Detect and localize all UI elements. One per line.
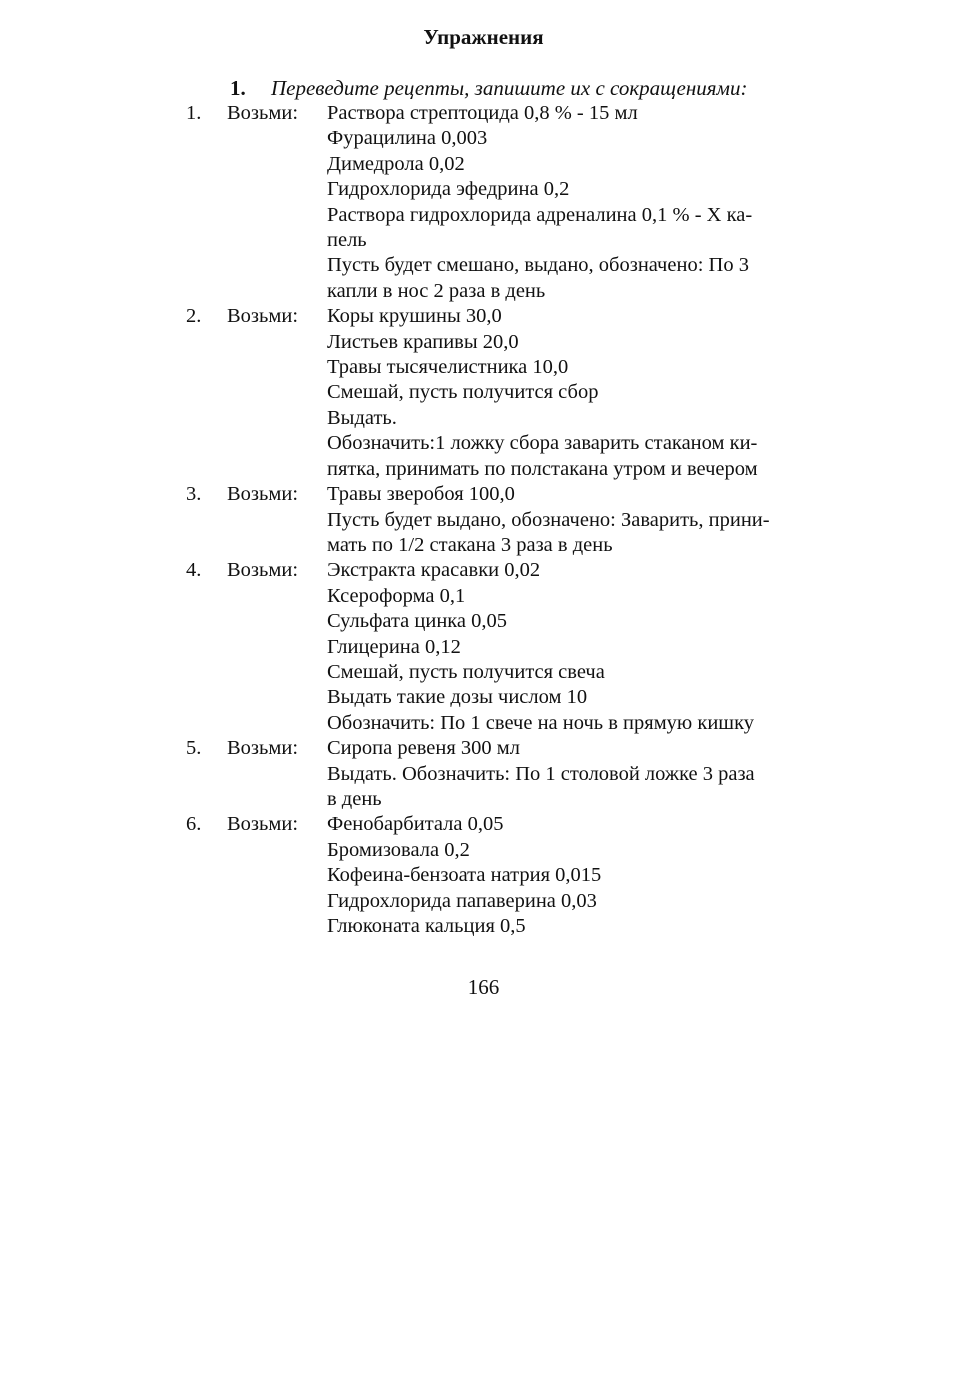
recipe-number: 5.: [186, 737, 202, 760]
recipe-list: [0, 101, 967, 939]
recipe-item: [0, 812, 967, 939]
recipe-line: мать по 1/2 стакана 3 раза в день: [327, 533, 613, 556]
recipe-line: Раствора гидрохлорида адреналина 0,1 % - X ка-: [327, 203, 753, 226]
recipe-item: [0, 736, 967, 812]
recipe-line: Гидрохлорида эфедрина 0,2: [327, 178, 570, 201]
recipe-line: Глюконата кальция 0,5: [327, 915, 526, 937]
recipe-line: Выдать такие дозы числом 10: [327, 686, 588, 709]
recipe-line: в день: [327, 787, 382, 810]
recipe-line: Сульфата цинка 0,05: [327, 610, 508, 633]
recipe-line: Листьев крапивы 20,0: [327, 330, 519, 353]
recipe-line: Бромизовала 0,2: [327, 838, 470, 861]
exercise-number: 1.: [230, 76, 246, 100]
recipe-line: Смешай, пусть получится сбор: [327, 381, 599, 404]
recipe-line: Пусть будет смешано, выдано, обозначено: По 3: [327, 254, 749, 277]
recipe-line: Выдать.: [327, 406, 397, 429]
recipe-number: 3.: [186, 483, 202, 506]
recipe-line: Раствора стрептоцида 0,8 % - 15 мл: [327, 102, 638, 124]
recipe-lines: [327, 482, 780, 558]
recipe-line: капли в нос 2 раза в день: [327, 279, 546, 302]
recipe-item: [0, 101, 967, 304]
recipe-line: Ксероформа 0,1: [327, 584, 466, 607]
recipe-line: Травы зверобоя 100,0: [327, 483, 515, 506]
recipe-line: Фурацилина 0,003: [327, 127, 488, 150]
recipe-lines: [327, 101, 780, 304]
recipe-take-label: Возьми:: [227, 102, 299, 124]
recipe-take-label: Возьми:: [227, 559, 299, 582]
recipe-line: Димедрола 0,02: [327, 152, 465, 175]
recipe-number: 6.: [186, 813, 202, 836]
recipe-take-label: Возьми:: [227, 305, 299, 328]
recipe-line: Кофеина-бензоата натрия 0,015: [327, 864, 602, 887]
recipe-line: Обозначить:1 ложку сбора заварить стаканом ки-: [327, 432, 758, 455]
recipe-line: Пусть будет выдано, обозначено: Заварить, прини-: [327, 508, 770, 531]
exercise-instruction: [230, 76, 747, 101]
recipe-lines: [327, 558, 780, 736]
recipe-take-label: Возьми:: [227, 737, 299, 760]
recipe-line: Экстракта красавки 0,02: [327, 559, 541, 582]
recipe-take-label: Возьми:: [227, 483, 299, 506]
recipe-line: пель: [327, 229, 367, 252]
recipe-line: Коры крушины 30,0: [327, 305, 502, 328]
exercise-text: Переведите рецепты, запишите их с сокращениями:: [271, 76, 748, 100]
recipe-item: [0, 304, 967, 482]
recipe-line: Смешай, пусть получится свеча: [327, 660, 605, 683]
recipe-number: 1.: [186, 102, 202, 124]
recipe-line: Глицерина 0,12: [327, 635, 461, 658]
page-number: 166: [467, 975, 500, 999]
recipe-number: 4.: [186, 559, 202, 582]
recipe-line: Выдать. Обозначить: По 1 столовой ложке 3 раза: [327, 762, 755, 785]
recipe-item: [0, 482, 967, 558]
recipe-line: Сиропа ревеня 300 мл: [327, 737, 520, 760]
recipe-line: пятка, принимать по полстакана утром и вечером: [327, 457, 758, 480]
section-heading: Упражнения: [423, 25, 544, 49]
recipe-lines: [327, 736, 780, 812]
recipe-number: 2.: [186, 305, 202, 328]
recipe-line: Обозначить: По 1 свече на ночь в прямую кишку: [327, 711, 754, 734]
recipe-line: Травы тысячелистника 10,0: [327, 356, 569, 379]
recipe-item: [0, 558, 967, 736]
recipe-line: Фенобарбитала 0,05: [327, 813, 504, 836]
recipe-lines: [327, 304, 780, 482]
recipe-lines: [327, 812, 780, 939]
recipe-take-label: Возьми:: [227, 813, 299, 836]
recipe-line: Гидрохлорида папаверина 0,03: [327, 889, 597, 912]
